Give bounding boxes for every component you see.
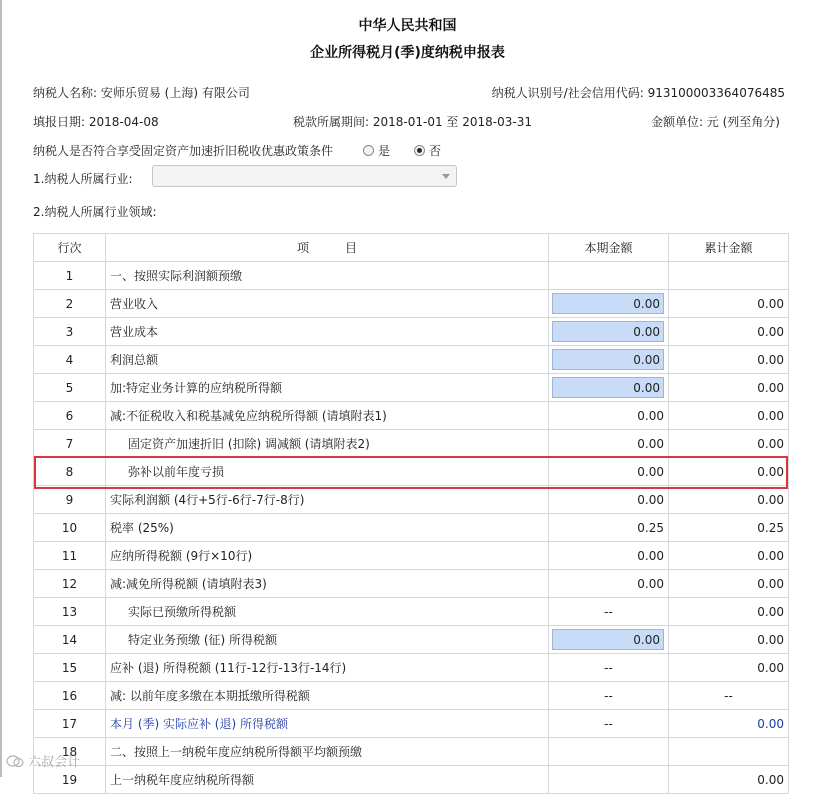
row-current: -- <box>549 654 669 682</box>
row-label: 弥补以前年度亏损 <box>106 458 549 486</box>
row-current <box>549 626 669 654</box>
row-label: 减:减免所得税额 (请填附表3) <box>106 570 549 598</box>
row-no: 12 <box>34 570 106 598</box>
table-row <box>34 318 789 346</box>
row-cumulative: 0.00 <box>669 290 789 318</box>
table-row <box>34 570 789 598</box>
row-label: 营业成本 <box>106 318 549 346</box>
row-label: 加:特定业务计算的应纳税所得额 <box>106 374 549 402</box>
row-cumulative: 0.25 <box>669 514 789 542</box>
row-no: 13 <box>34 598 106 626</box>
row-label: 本月 (季) 实际应补 (退) 所得税额 <box>106 710 549 738</box>
row-current: -- <box>549 598 669 626</box>
table-row <box>34 738 789 766</box>
header-item: 项 目 <box>106 234 549 262</box>
row-label: 上一纳税年度应纳税所得额 <box>106 766 549 794</box>
row-current: 0.00 <box>549 402 669 430</box>
row-no: 3 <box>34 318 106 346</box>
tax-period: 税款所属期间: 2018-01-01 至 2018-03-31 <box>293 115 532 129</box>
row-current: -- <box>549 682 669 710</box>
row-no: 8 <box>34 458 106 486</box>
row-no: 17 <box>34 710 106 738</box>
row-no: 2 <box>34 290 106 318</box>
row-label: 应补 (退) 所得税额 (11行-12行-13行-14行) <box>106 654 549 682</box>
row-label: 应纳所得税额 (9行×10行) <box>106 542 549 570</box>
row-cumulative: 0.00 <box>669 458 789 486</box>
table-row <box>34 710 789 738</box>
fill-date: 填报日期: 2018-04-08 <box>33 115 159 129</box>
table-row <box>34 402 789 430</box>
row-label: 减: 以前年度多缴在本期抵缴所得税额 <box>106 682 549 710</box>
taxpayer-name: 纳税人名称: 安师乐贸易 (上海) 有限公司 <box>33 86 250 100</box>
radio-no-selected-icon[interactable] <box>414 145 425 156</box>
industry-select[interactable] <box>152 165 457 187</box>
current-amount-input[interactable]: 0.00 <box>552 377 664 398</box>
row-no: 1 <box>34 262 106 290</box>
row-cumulative <box>669 738 789 766</box>
row-current <box>549 318 669 346</box>
row-cumulative: 0.00 <box>669 570 789 598</box>
row-label: 实际已预缴所得税额 <box>106 598 549 626</box>
row-cumulative: 0.00 <box>669 318 789 346</box>
table-row <box>34 486 789 514</box>
policy-no-label: 否 <box>429 144 442 158</box>
row-current: 0.00 <box>549 570 669 598</box>
header-current: 本期金额 <box>549 234 669 262</box>
header-row-no: 行次 <box>34 234 106 262</box>
row-no: 5 <box>34 374 106 402</box>
row-cumulative: 0.00 <box>669 710 789 738</box>
row-label: 固定资产加速折旧 (扣除) 调减额 (请填附表2) <box>106 430 549 458</box>
row-no: 4 <box>34 346 106 374</box>
table-row <box>34 262 789 290</box>
row-cumulative: 0.00 <box>669 766 789 794</box>
row-cumulative: 0.00 <box>669 542 789 570</box>
table-row <box>34 430 789 458</box>
policy-no-option[interactable] <box>414 142 441 159</box>
row-no: 19 <box>34 766 106 794</box>
tax-form-table <box>33 233 789 794</box>
row-no: 7 <box>34 430 106 458</box>
amount-unit: 金额单位: 元 (列至角分) <box>650 115 780 129</box>
watermark <box>6 751 80 770</box>
row-label: 税率 (25%) <box>106 514 549 542</box>
row-current <box>549 346 669 374</box>
row-current: 0.00 <box>549 458 669 486</box>
row-label: 二、按照上一纳税年度应纳税所得额平均额预缴 <box>106 738 549 766</box>
row-label: 特定业务预缴 (征) 所得税额 <box>106 626 549 654</box>
row-label: 营业收入 <box>106 290 549 318</box>
row-no: 15 <box>34 654 106 682</box>
row-current: 0.00 <box>549 430 669 458</box>
row-current <box>549 290 669 318</box>
table-row <box>34 514 789 542</box>
industry-field-label: 2.纳税人所属行业领域: <box>33 205 157 219</box>
header-cumulative: 累计金额 <box>669 234 789 262</box>
table-row <box>34 290 789 318</box>
row-cumulative: 0.00 <box>669 402 789 430</box>
policy-yes-label: 是 <box>378 144 391 158</box>
row-no: 11 <box>34 542 106 570</box>
table-row <box>34 542 789 570</box>
current-amount-input[interactable]: 0.00 <box>552 293 664 314</box>
watermark-text: 六叔会计 <box>28 755 81 770</box>
row-cumulative: -- <box>669 682 789 710</box>
table-row <box>34 766 789 794</box>
row-current <box>549 374 669 402</box>
table-row <box>34 598 789 626</box>
row-cumulative: 0.00 <box>669 654 789 682</box>
row-current: 0.00 <box>549 486 669 514</box>
policy-question: 纳税人是否符合享受固定资产加速折旧税收优惠政策条件 <box>33 144 334 158</box>
row-label: 利润总额 <box>106 346 549 374</box>
table-row <box>34 626 789 654</box>
table-row <box>34 682 789 710</box>
table-row <box>34 374 789 402</box>
row-no: 9 <box>34 486 106 514</box>
row-label: 实际利润额 (4行+5行-6行-7行-8行) <box>106 486 549 514</box>
window-left-border <box>0 0 2 777</box>
row-cumulative <box>669 262 789 290</box>
form-title-country: 中华人民共和国 <box>358 18 457 34</box>
row-cumulative: 0.00 <box>669 374 789 402</box>
row-cumulative: 0.00 <box>669 430 789 458</box>
row-cumulative: 0.00 <box>669 346 789 374</box>
row-cumulative: 0.00 <box>669 486 789 514</box>
table-row <box>34 654 789 682</box>
row-cumulative: 0.00 <box>669 598 789 626</box>
row-current <box>549 738 669 766</box>
table-row-highlighted <box>34 458 789 486</box>
row-cumulative: 0.00 <box>669 626 789 654</box>
current-amount-input[interactable]: 0.00 <box>552 349 664 370</box>
row-no: 18 <box>34 738 106 766</box>
radio-yes-icon[interactable] <box>363 145 374 156</box>
row-no: 16 <box>34 682 106 710</box>
row-current: 0.00 <box>549 542 669 570</box>
taxpayer-id: 纳税人识别号/社会信用代码: 913100003364076485 <box>491 86 785 100</box>
row-label: 减:不征税收入和税基减免应纳税所得额 (请填附表1) <box>106 402 549 430</box>
industry-label: 1.纳税人所属行业: <box>33 172 133 186</box>
row-current: 0.25 <box>549 514 669 542</box>
current-amount-input[interactable]: 0.00 <box>552 629 664 650</box>
row-label: 一、按照实际利润额预缴 <box>106 262 549 290</box>
table-header-row <box>34 234 789 262</box>
row-no: 10 <box>34 514 106 542</box>
form-title: 企业所得税月(季)度纳税申报表 <box>310 45 505 61</box>
table-row <box>34 346 789 374</box>
current-amount-input[interactable]: 0.00 <box>552 321 664 342</box>
row-current <box>549 262 669 290</box>
row-current <box>549 766 669 794</box>
row-current: -- <box>549 710 669 738</box>
chat-bubble-icon <box>6 755 24 768</box>
policy-yes-option[interactable] <box>363 142 390 159</box>
row-no: 6 <box>34 402 106 430</box>
row-no: 14 <box>34 626 106 654</box>
chevron-down-icon <box>442 174 450 179</box>
